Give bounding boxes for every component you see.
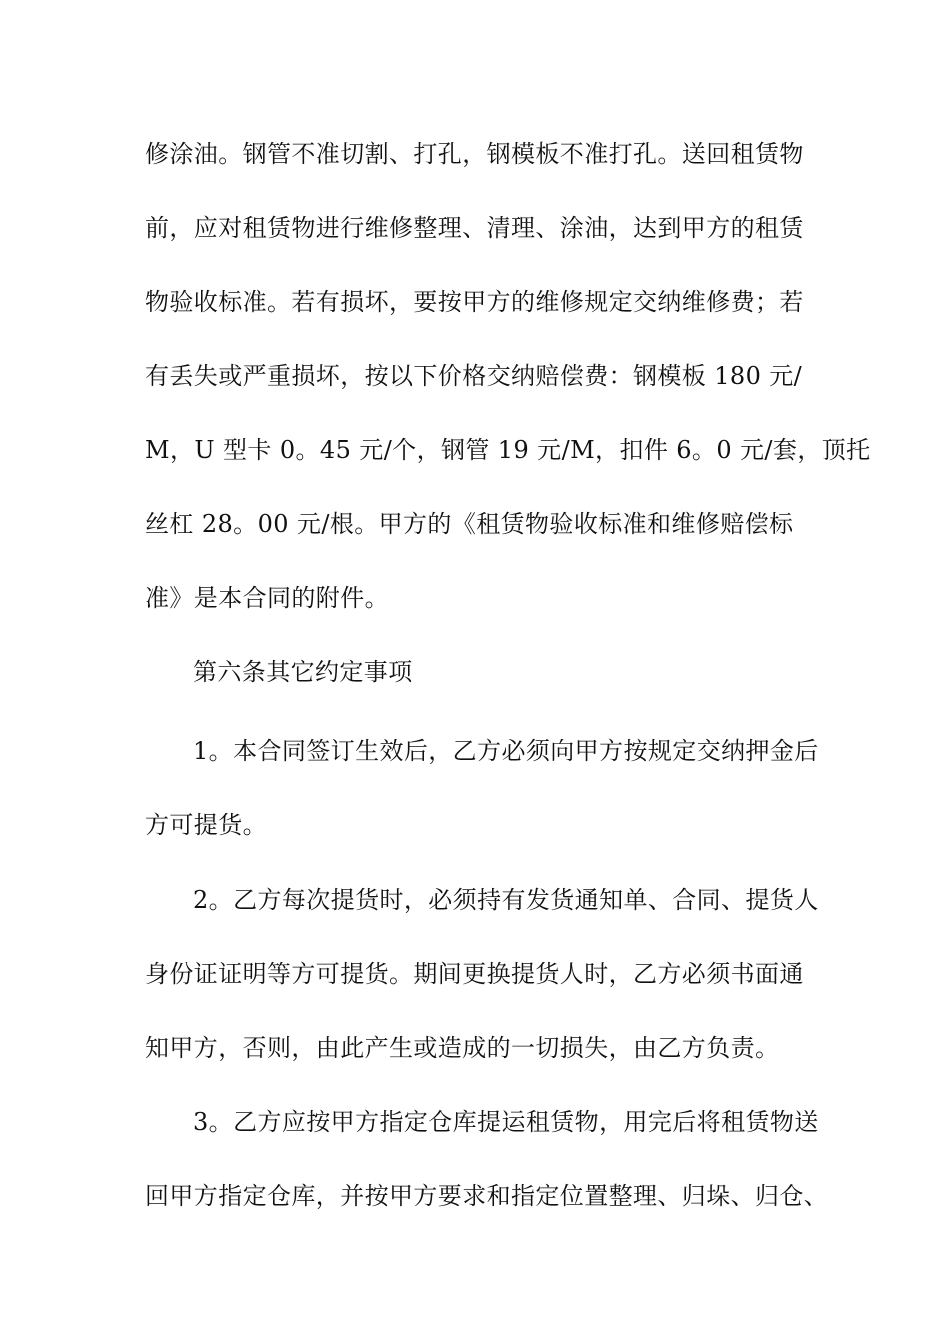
text-line: 有丢失或严重损坏，按以下价格交纳赔偿费：钢模板 180 元/ (145, 362, 803, 390)
section-heading: 第六条其它约定事项 (193, 658, 413, 686)
text-line: 丝杠 28。00 元/根。甲方的《租赁物验收标准和维修赔偿标 (145, 510, 794, 538)
text-line: 修涂油。钢管不准切割、打孔，钢模板不准打孔。送回租赁物 (145, 140, 804, 168)
text-line: M，U 型卡 0。45 元/个，钢管 19 元/M，扣件 6。0 元/套，顶托 (145, 436, 871, 464)
text-line: 身份证证明等方可提货。期间更换提货人时，乙方必须书面通 (145, 960, 804, 988)
text-line: 回甲方指定仓库，并按甲方要求和指定位置整理、归垛、归仓、 (145, 1182, 829, 1210)
text-line: 准》是本合同的附件。 (145, 584, 389, 612)
text-line: 物验收标准。若有损坏，要按甲方的维修规定交纳维修费；若 (145, 288, 804, 316)
text-line: 方可提货。 (145, 811, 267, 839)
text-line: 知甲方，否则，由此产生或造成的一切损失，由乙方负责。 (145, 1034, 780, 1062)
text-line: 前，应对租赁物进行维修整理、清理、涂油，达到甲方的租赁 (145, 214, 804, 242)
text-line: 2。乙方每次提货时，必须持有发货通知单、合同、提货人 (193, 886, 819, 914)
text-line: 3。乙方应按甲方指定仓库提运租赁物，用完后将租赁物送 (193, 1108, 819, 1136)
text-line: 1。本合同签订生效后，乙方必须向甲方按规定交纳押金后 (193, 737, 819, 765)
